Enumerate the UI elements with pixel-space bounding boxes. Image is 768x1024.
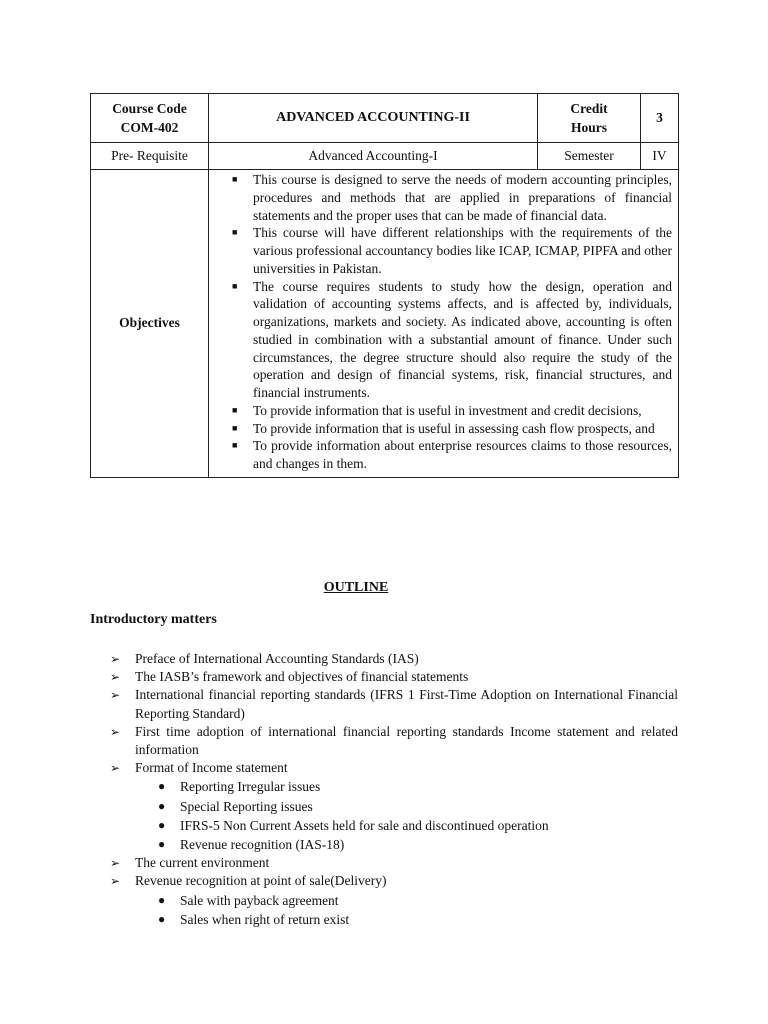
outline-subitem-text: IFRS-5 Non Current Assets held for sale and discontinued operation [180,817,549,833]
outline-item-text: The current environment [135,855,270,871]
outline-subitem-text: Sale with payback agreement [180,892,339,908]
outline-item-text: International financial reporting standards (IFRS 1 First-Time Adoption on International Financial Reporting Standard) [135,687,678,721]
dot-bullet-icon: ● [158,911,166,926]
introductory-matters-heading: Introductory matters [90,612,217,627]
arrow-bullet-icon: ➢ [110,856,121,871]
outline-subitem [110,910,678,929]
arrow-bullet-icon: ➢ [110,761,121,776]
course-code-label: Course Code [112,101,187,116]
prerequisite-label: Pre- Requisite [91,143,209,170]
course-code-value: COM-402 [120,120,179,135]
outline-subitem-text: Sales when right of return exist [180,911,350,927]
outline-subitem-text: Reporting Irregular issues [180,779,321,795]
objective-item [215,171,672,224]
objective-text: To provide information about enterprise resources claims to those resources, and changes in them. [253,438,672,471]
course-code-cell [91,94,209,143]
outline-subitem-text: Revenue recognition (IAS-18) [180,837,345,853]
square-bullet-icon: ■ [232,422,238,433]
dot-bullet-icon: ● [158,779,166,794]
credit-hours-value: 3 [641,94,679,143]
objective-text: To provide information that is useful in investment and credit decisions, [253,402,642,418]
dot-bullet-icon: ● [158,837,166,852]
objective-item [215,437,672,473]
square-bullet-icon: ■ [232,227,238,238]
course-title: ADVANCED ACCOUNTING-II [209,94,538,143]
arrow-bullet-icon: ➢ [110,670,121,685]
outline-subitem [110,891,678,910]
objective-text: The course requires students to study how the design, operation and validation of accounting systems affects, and is affected by, individuals, organizations, markets and society. As indicated above, accounting is often studied in combination with a substantial amount of finance. Under such circumstances, the degree structure should also require the study of the operation and design of financial systems, risk, financial structures, and financial instruments. [253,278,672,400]
outline-item-text: The IASB’s framework and objectives of financial statements [135,669,469,685]
outline-item [110,723,678,759]
objectives-list [215,171,672,473]
outline-list [110,650,678,929]
arrow-bullet-icon: ➢ [110,652,121,666]
objective-item [215,224,672,277]
objectives-row [91,170,679,478]
outline-item [110,759,678,777]
outline-item [110,686,678,722]
objective-item [215,420,672,438]
outline-item [110,650,678,668]
outline-subitem [110,797,678,816]
arrow-bullet-icon: ➢ [110,874,121,889]
dot-bullet-icon: ● [158,817,166,832]
dot-bullet-icon: ● [158,892,166,907]
outline-subitem [110,777,678,796]
objective-item [215,278,672,402]
semester-value: IV [641,143,679,170]
square-bullet-icon: ■ [232,174,238,184]
outline-subitem-text: Special Reporting issues [180,798,313,814]
prerequisite-row [91,143,679,170]
objectives-cell [209,170,679,478]
outline-subitem [110,816,678,835]
outline-heading: OUTLINE [323,580,389,595]
prerequisite-value: Advanced Accounting-I [209,143,538,170]
objective-text: This course is designed to serve the needs of modern accounting principles, procedures and methods that are applied in preparations of financial statements and the proper uses that can be made of financial data. [253,172,672,223]
outline-item [110,854,678,872]
objective-item [215,402,672,420]
credit-label-line1: Credit [570,101,608,116]
objectives-label: Objectives [91,170,209,478]
outline-item-text: Preface of International Accounting Standards (IAS) [135,651,419,666]
outline-item-text: First time adoption of international financial reporting standards Income statement and related information [135,723,678,758]
arrow-bullet-icon: ➢ [110,688,121,703]
course-header-row [91,94,679,143]
outline-subitem [110,835,678,854]
square-bullet-icon: ■ [232,280,238,291]
dot-bullet-icon: ● [158,798,166,813]
square-bullet-icon: ■ [232,404,238,415]
semester-label: Semester [538,143,641,170]
objective-text: To provide information that is useful in assessing cash flow prospects, and [253,420,655,436]
outline-item [110,668,678,686]
outline-item-text: Revenue recognition at point of sale(Delivery) [135,873,387,889]
objective-text: This course will have different relationships with the requirements of the various professional accountancy bodies like ICAP, ICMAP, PIPFA and other universities in Pakistan. [253,225,672,276]
square-bullet-icon: ■ [232,440,238,451]
course-info-table [90,93,679,478]
outline-item [110,872,678,890]
arrow-bullet-icon: ➢ [110,724,121,739]
credit-hours-label-cell [538,94,641,143]
credit-label-line2: Hours [570,120,607,135]
outline-item-text: Format of Income statement [135,760,288,776]
